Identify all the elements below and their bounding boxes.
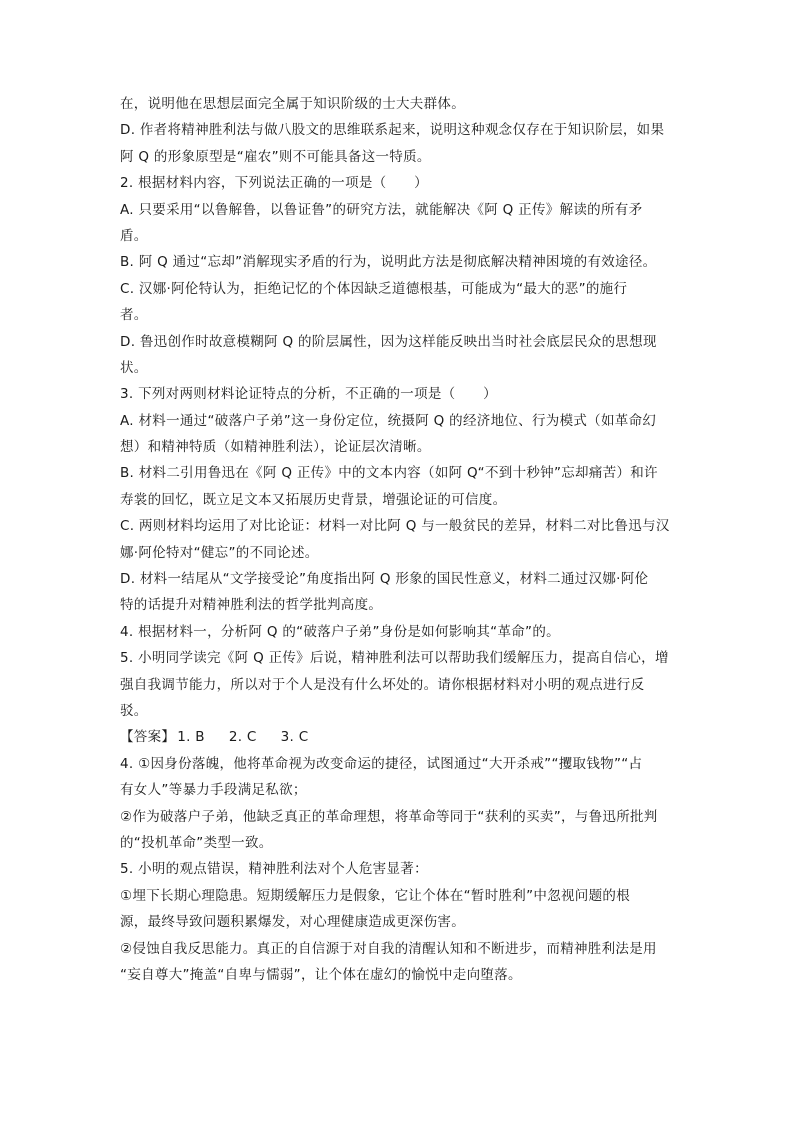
text-line: ②侵蚀自我反思能力。真正的自信源于对自我的清醒认知和不断进步，而精神胜利法是用 [120, 940, 657, 957]
option-3c: C. 两则材料均运用了对比论证：材料一对比阿 Q 与一般贫民的差异，材料二对比鲁迅与汉 [120, 518, 670, 535]
text-line: 的“投机革命”类型一致。 [120, 834, 273, 851]
text-line: 阿 Q 的形象原型是“雇农”则不可能具备这一特质。 [120, 148, 431, 165]
answer-item: 1. B [177, 729, 205, 746]
text-line: 在，说明他在思想层面完全属于知识阶级的士大夫群体。 [120, 96, 465, 112]
text-line: 状。 [120, 359, 148, 376]
text-line: 驳。 [120, 702, 148, 719]
text-line: D. 作者将精神胜利法与做八股文的思维联系起来，说明这种观念仅存在于知识阶层，如果 [120, 122, 665, 139]
text-line: “妄自尊大”掩盖“自卑与懦弱”，让个体在虚幻的愉悦中走向堕落。 [120, 966, 522, 983]
option-2d: D. 鲁迅创作时故意模糊阿 Q 的阶层属性，因为这样能反映出当时社会底层民众的思想现 [120, 333, 657, 350]
answer-5: 5. 小明的观点错误，精神胜利法对个人危害显著： [120, 861, 428, 878]
text-line: ②作为破落户子弟，他缺乏真正的革命理想，将革命等同于“获利的买卖”，与鲁迅所批判 [120, 808, 658, 825]
option-3a: A. 材料一通过“破落户子弟”这一身份定位，统摄阿 Q 的经济地位、行为模式（如革命幻 [120, 412, 657, 429]
text-line: 寿裳的回忆，既立足文本又拓展历史背景，增强论证的可信度。 [120, 491, 507, 508]
text-line: 源，最终导致问题积累爆发，对心理健康造成更深伤害。 [120, 914, 465, 931]
option-2c: C. 汉娜·阿伦特认为，拒绝记忆的个体因缺乏道德根基，可能成为“最大的恶”的施行 [120, 280, 628, 297]
answer-4: 4. ①因身份落魄，他将革命视为改变命运的捷径，试图通过“大开杀戒”“攫取钱物”“占 [120, 755, 643, 772]
text-line: 想）和精神特质（如精神胜利法），论证层次清晰。 [120, 439, 431, 456]
answer-key [120, 724, 680, 750]
text-line: 强自我调节能力，所以对于个人是没有什么坏处的。请你根据材料对小明的观点进行反 [120, 676, 645, 693]
text-line: 有女人”等暴力手段满足私欲； [120, 782, 307, 799]
option-2a: A. 只要采用“以鲁解鲁，以鲁证鲁”的研究方法，就能解决《阿 Q 正传》解读的所有矛 [120, 201, 643, 218]
text-line: 特的话提升对精神胜利法的哲学批判高度。 [120, 597, 383, 614]
document-body [120, 91, 680, 988]
question-5: 5. 小明同学读完《阿 Q 正传》后说，精神胜利法可以帮助我们缓解压力，提高自信心，增 [120, 650, 669, 667]
option-2b: B. 阿 Q 通过“忘却”消解现实矛盾的行为，说明此方法是彻底解决精神困境的有效途径。 [120, 254, 657, 271]
text-line: 者。 [120, 307, 148, 324]
text-line: 盾。 [120, 227, 148, 244]
question-3: 3. 下列对两则材料论证特点的分析，不正确的一项是（ ） [120, 386, 497, 403]
option-3b: B. 材料二引用鲁迅在《阿 Q 正传》中的文本内容（如阿 Q“不到十秒钟”忘却痛苦）和许 [120, 465, 658, 482]
answer-item: 3. C [280, 729, 309, 746]
option-3d: D. 材料一结尾从“文学接受论”角度指出阿 Q 形象的国民性意义，材料二通过汉娜·阿伦 [120, 571, 649, 588]
question-2: 2. 根据材料内容，下列说法正确的一项是（ ） [120, 175, 428, 192]
text-line: ①埋下长期心理隐患。短期缓解压力是假象，它让个体在“暂时胜利”中忽视问题的根 [120, 887, 630, 904]
text-line: 娜·阿伦特对“健忘”的不同论述。 [120, 544, 319, 561]
question-4: 4. 根据材料一，分析阿 Q 的“破落户子弟”身份是如何影响其“革命”的。 [120, 623, 560, 640]
answer-item: 2. C [228, 729, 257, 746]
answer-label: 【答案】 [120, 729, 176, 746]
